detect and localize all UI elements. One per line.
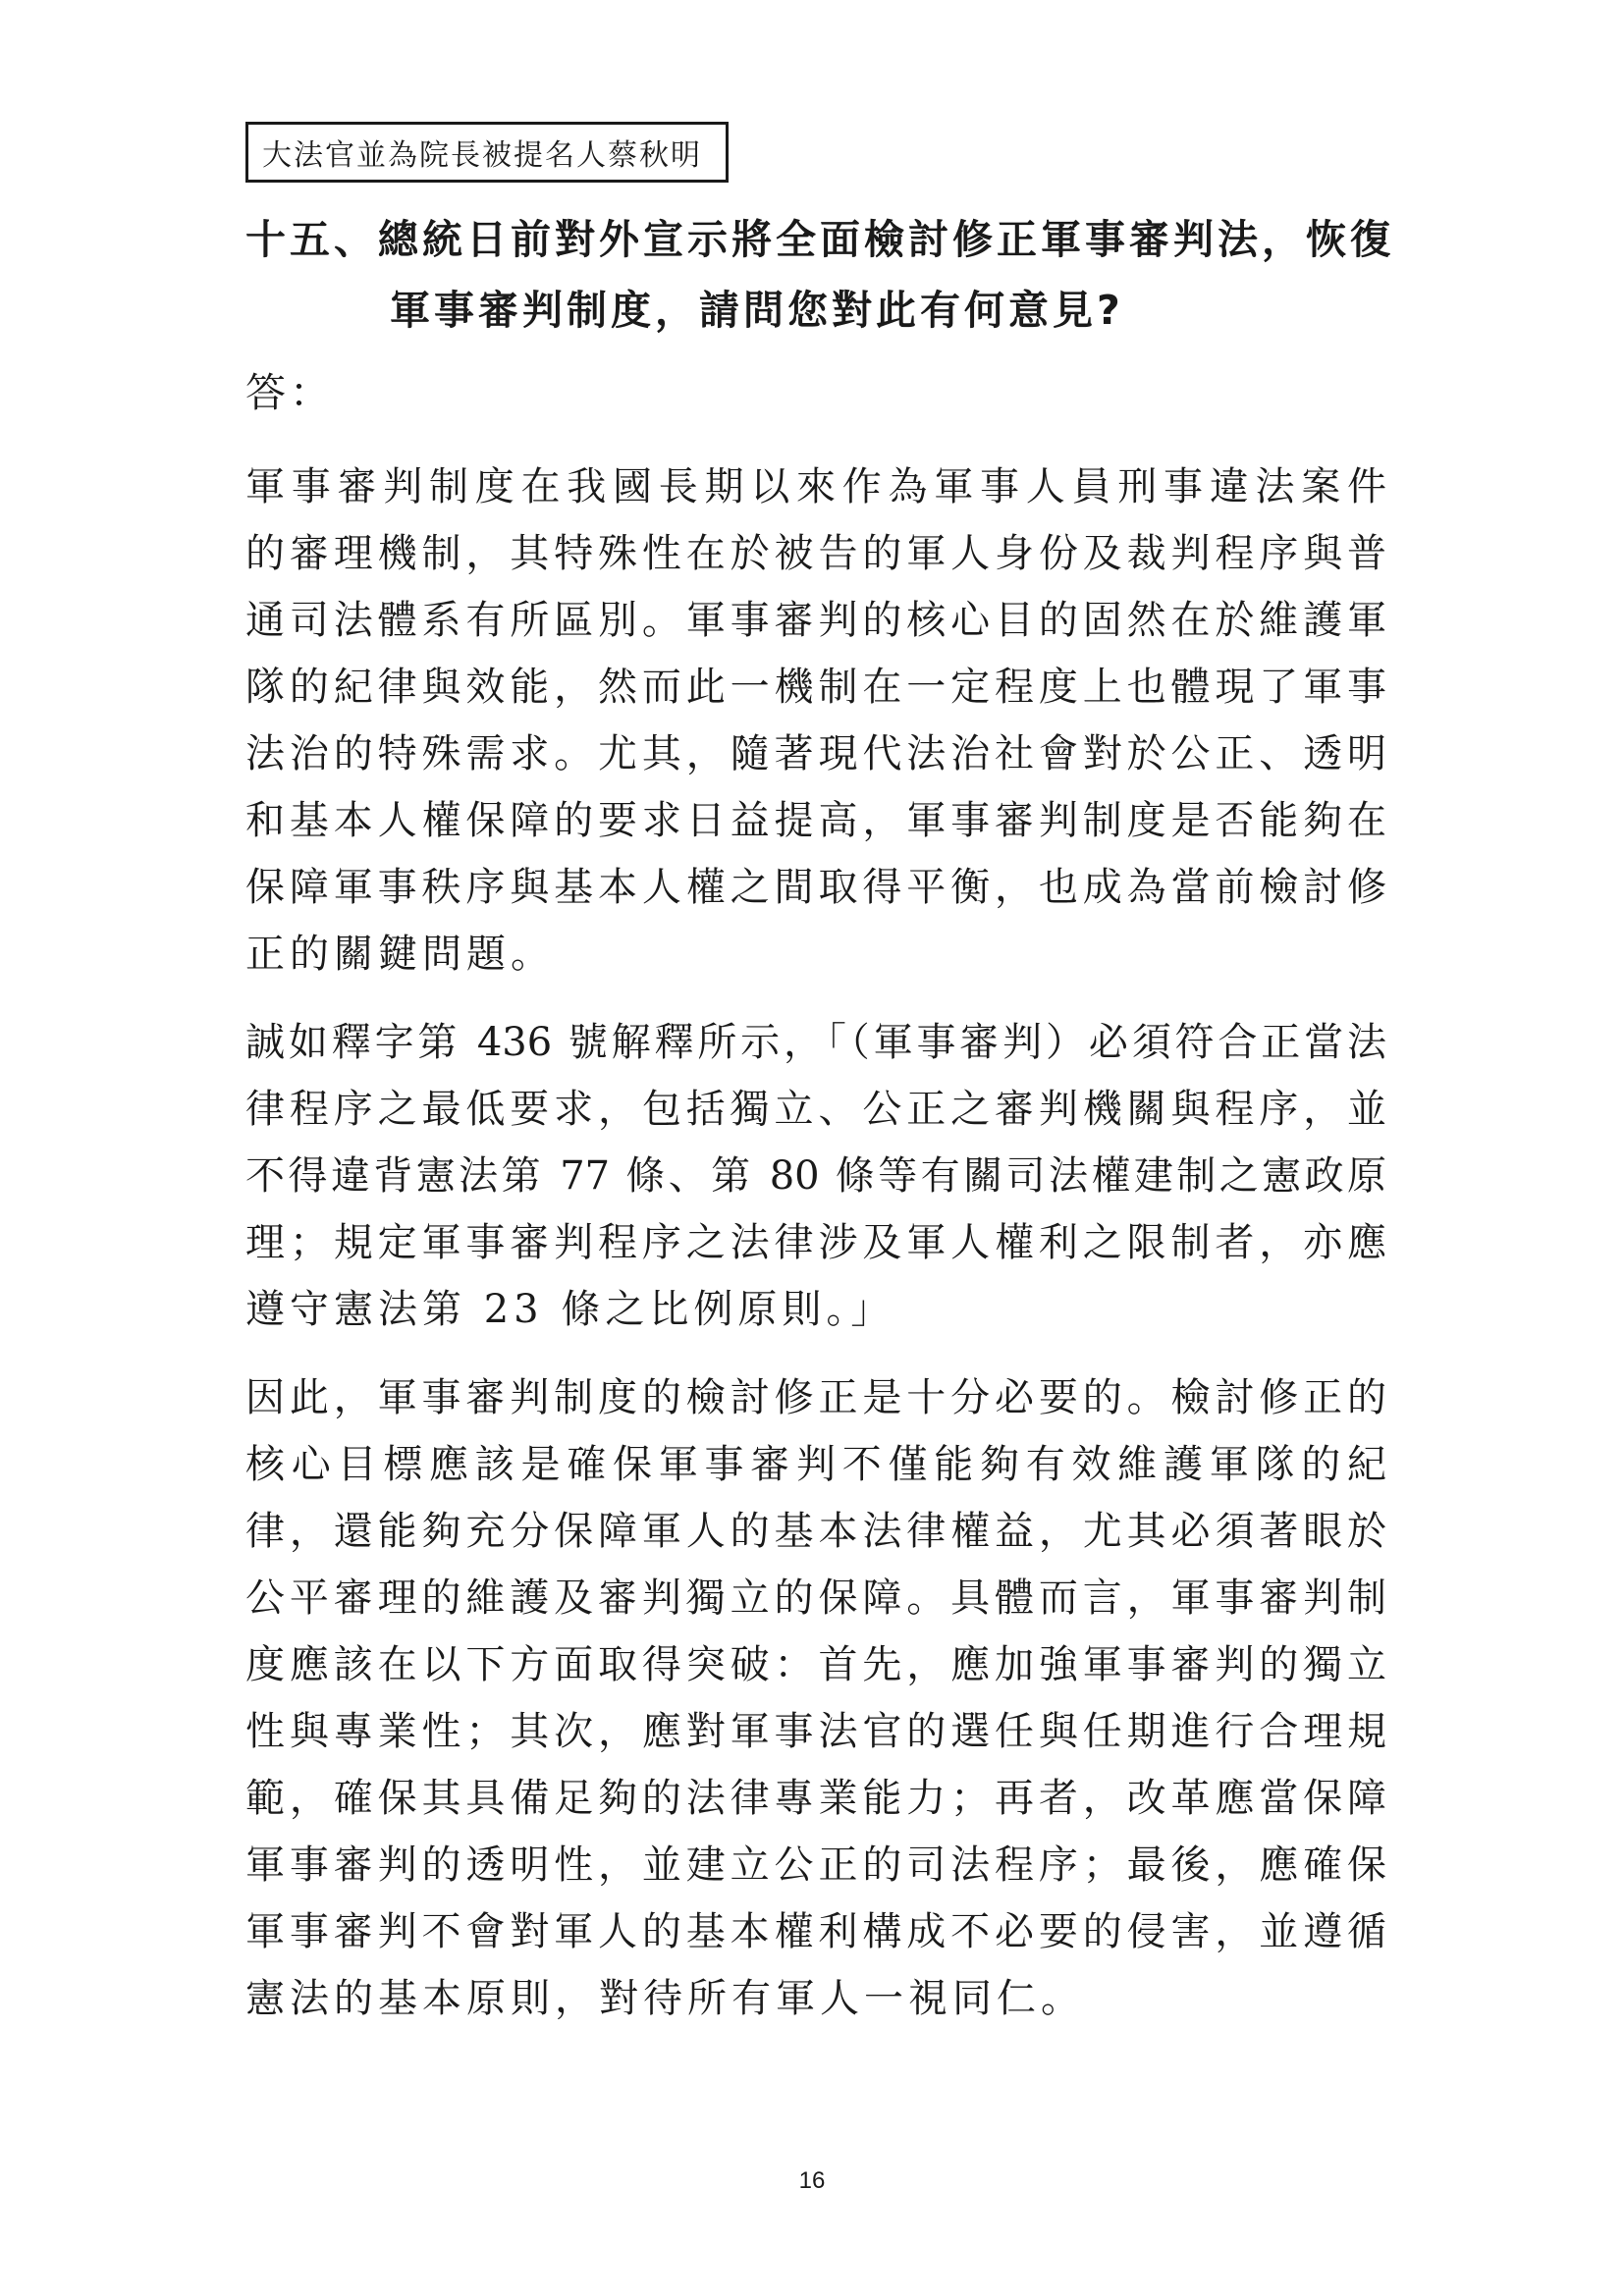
answer-label: 答： bbox=[245, 369, 334, 416]
paragraph-line: 隊的紀律與效能，然而此一機制在一定程度上也體現了軍事 bbox=[245, 665, 1386, 710]
paragraph-line: 理；規定軍事審判程序之法律涉及軍人權利之限制者，亦應 bbox=[245, 1220, 1386, 1265]
question-heading bbox=[245, 204, 1394, 346]
paragraph-line: 遵守憲法第 23 條之比例原則。」 bbox=[245, 1287, 895, 1332]
paragraph-line: 和基本人權保障的要求日益提高，軍事審判制度是否能夠在 bbox=[245, 798, 1386, 843]
paragraph-line: 律，還能夠充分保障軍人的基本法律權益，尤其必須著眼於 bbox=[245, 1509, 1386, 1554]
paragraph-line: 核心目標應該是確保軍事審判不僅能夠有效維護軍隊的紀 bbox=[245, 1442, 1386, 1487]
paragraph-line: 保障軍事秩序與基本人權之間取得平衡，也成為當前檢討修 bbox=[245, 865, 1386, 910]
paragraph-line: 度應該在以下方面取得突破：首先，應加強軍事審判的獨立 bbox=[245, 1642, 1386, 1687]
paragraph-line: 憲法的基本原則，對待所有軍人一視同仁。 bbox=[245, 1976, 1085, 2021]
paragraph-line: 誠如釋字第 436 號解釋所示，「（軍事審判）必須符合正當法 bbox=[245, 1020, 1386, 1065]
page-number: 16 bbox=[798, 2167, 826, 2194]
paragraph-line: 正的關鍵問題。 bbox=[245, 932, 555, 977]
question-line-2: 軍事審判制度，請問您對此有何意見? bbox=[390, 287, 1124, 334]
paragraph-line: 軍事審判的透明性，並建立公正的司法程序；最後，應確保 bbox=[245, 1842, 1386, 1888]
paragraph-line: 通司法體系有所區別。軍事審判的核心目的固然在於維護軍 bbox=[245, 598, 1386, 643]
paragraph-line: 因此，軍事審判制度的檢討修正是十分必要的。檢討修正的 bbox=[245, 1375, 1386, 1420]
paragraph-line: 律程序之最低要求，包括獨立、公正之審判機關與程序，並 bbox=[245, 1087, 1386, 1132]
paragraph-3 bbox=[245, 1364, 1386, 2032]
nominee-header-box bbox=[245, 122, 729, 183]
paragraph-line: 軍事審判不會對軍人的基本權利構成不必要的侵害，並遵循 bbox=[245, 1909, 1386, 1954]
paragraph-line: 範，確保其具備足夠的法律專業能力；再者，改革應當保障 bbox=[245, 1776, 1386, 1821]
paragraph-line: 的審理機制，其特殊性在於被告的軍人身份及裁判程序與普 bbox=[245, 531, 1386, 576]
paragraph-1 bbox=[245, 454, 1386, 988]
paragraph-line: 公平審理的維護及審判獨立的保障。具體而言，軍事審判制 bbox=[245, 1575, 1386, 1621]
paragraph-line: 不得違背憲法第 77 條、第 80 條等有關司法權建制之憲政原 bbox=[245, 1153, 1386, 1199]
paragraph-line: 軍事審判制度在我國長期以來作為軍事人員刑事違法案件 bbox=[245, 464, 1386, 509]
paragraph-2 bbox=[245, 1009, 1386, 1343]
paragraph-line: 性與專業性；其次，應對軍事法官的選任與任期進行合理規 bbox=[245, 1709, 1386, 1754]
nominee-header-label: 大法官並為院長被提名人蔡秋明 bbox=[262, 138, 702, 173]
paragraph-line: 法治的特殊需求。尤其，隨著現代法治社會對於公正、透明 bbox=[245, 731, 1386, 776]
answer-body bbox=[245, 454, 1386, 2054]
question-line-1: 十五、總統日前對外宣示將全面檢討修正軍事審判法，恢復 bbox=[245, 216, 1394, 263]
